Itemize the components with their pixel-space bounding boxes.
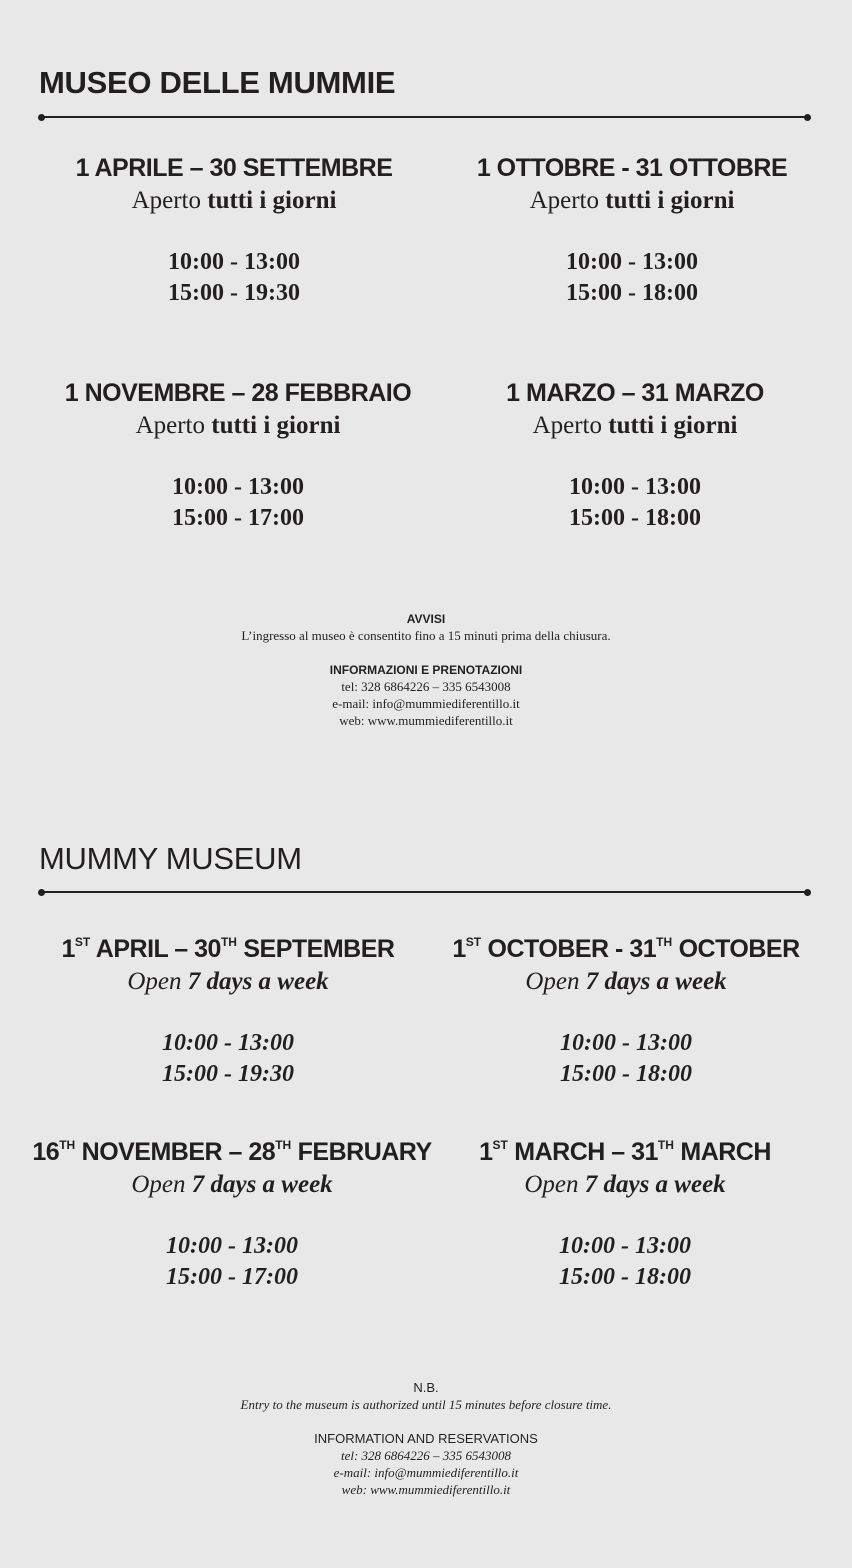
period-label: 1 OTTOBRE - 31 OTTOBRE bbox=[476, 154, 788, 182]
schedule-block-en-spring-summer bbox=[18, 934, 438, 1090]
contact-web[interactable]: web: www.mummiediferentillo.it bbox=[341, 1482, 511, 1497]
schedule-block-it-october bbox=[422, 153, 842, 309]
opening-hours bbox=[18, 1028, 438, 1090]
opening-days: Aperto tutti i giorni bbox=[532, 412, 738, 439]
opening-days: Open 7 days a week bbox=[525, 968, 727, 995]
opening-hours bbox=[425, 472, 845, 534]
notice-text: L’ingresso al museo è consentito fino a 15 minuti prima della chiusura. bbox=[241, 628, 611, 643]
period-label: 1ST APRIL – 30TH SEPTEMBER bbox=[61, 935, 395, 963]
period-label: 1 APRILE – 30 SETTEMBRE bbox=[75, 154, 393, 182]
hours-morning: 10:00 - 13:00 bbox=[162, 1030, 294, 1056]
hours-morning: 10:00 - 13:00 bbox=[560, 1030, 692, 1056]
opening-hours bbox=[416, 1028, 836, 1090]
contact-web[interactable]: web: www.mummiediferentillo.it bbox=[339, 713, 513, 728]
opening-days: Open 7 days a week bbox=[524, 1171, 726, 1198]
contact-phone: tel: 328 6864226 – 335 6543008 bbox=[341, 679, 511, 694]
hours-afternoon: 15:00 - 18:00 bbox=[560, 1061, 692, 1087]
schedule-block-it-spring-summer bbox=[24, 153, 444, 309]
opening-days: Open 7 days a week bbox=[127, 968, 329, 995]
hours-afternoon: 15:00 - 17:00 bbox=[166, 1264, 298, 1290]
page-title-english: MUMMY MUSEUM bbox=[39, 841, 302, 876]
period-label: 1 NOVEMBRE – 28 FEBBRAIO bbox=[64, 379, 412, 407]
opening-days: Open 7 days a week bbox=[131, 1171, 333, 1198]
schedule-block-it-winter bbox=[28, 378, 448, 534]
schedule-block-en-winter bbox=[22, 1137, 442, 1293]
period-label: 1ST MARCH – 31TH MARCH bbox=[479, 1138, 771, 1166]
period-label: 1ST OCTOBER - 31TH OCTOBER bbox=[452, 935, 800, 963]
hours-morning: 10:00 - 13:00 bbox=[168, 249, 300, 275]
divider-italian bbox=[42, 116, 807, 118]
info-heading: INFORMAZIONI E PRENOTAZIONI bbox=[329, 663, 523, 677]
period-label: 16TH NOVEMBER – 28TH FEBRUARY bbox=[32, 1138, 432, 1166]
hours-afternoon: 15:00 - 19:30 bbox=[162, 1061, 294, 1087]
opening-hours bbox=[422, 247, 842, 309]
period-label: 1 MARZO – 31 MARZO bbox=[506, 379, 764, 407]
divider-english bbox=[42, 891, 807, 893]
hours-afternoon: 15:00 - 18:00 bbox=[569, 505, 701, 531]
hours-afternoon: 15:00 - 18:00 bbox=[566, 280, 698, 306]
opening-days: Aperto tutti i giorni bbox=[529, 187, 735, 214]
hours-morning: 10:00 - 13:00 bbox=[566, 249, 698, 275]
opening-hours bbox=[22, 1231, 442, 1293]
hours-morning: 10:00 - 13:00 bbox=[172, 474, 304, 500]
contact-phone: tel: 328 6864226 – 335 6543008 bbox=[340, 1448, 512, 1463]
notice-heading: AVVISI bbox=[406, 612, 446, 626]
notice-text: Entry to the museum is authorized until 15 minutes before closure time. bbox=[240, 1397, 612, 1412]
opening-hours bbox=[24, 247, 444, 309]
contact-email[interactable]: e-mail: info@mummiediferentillo.it bbox=[333, 1465, 519, 1480]
hours-afternoon: 15:00 - 17:00 bbox=[172, 505, 304, 531]
hours-morning: 10:00 - 13:00 bbox=[559, 1233, 691, 1259]
opening-days: Aperto tutti i giorni bbox=[135, 412, 341, 439]
opening-hours bbox=[28, 472, 448, 534]
opening-hours bbox=[415, 1231, 835, 1293]
schedule-block-it-march bbox=[425, 378, 845, 534]
notice-heading: N.B. bbox=[413, 1380, 439, 1395]
hours-afternoon: 15:00 - 19:30 bbox=[168, 280, 300, 306]
info-heading: INFORMATION AND RESERVATIONS bbox=[314, 1431, 538, 1446]
opening-days: Aperto tutti i giorni bbox=[131, 187, 337, 214]
schedule-block-en-october bbox=[416, 934, 836, 1090]
hours-morning: 10:00 - 13:00 bbox=[569, 474, 701, 500]
contact-email[interactable]: e-mail: info@mummiediferentillo.it bbox=[332, 696, 520, 711]
page-title-italian: MUSEO DELLE MUMMIE bbox=[39, 65, 396, 100]
notes-english bbox=[0, 1380, 852, 1498]
notes-italian bbox=[0, 611, 852, 729]
schedule-block-en-march bbox=[415, 1137, 835, 1293]
hours-afternoon: 15:00 - 18:00 bbox=[559, 1264, 691, 1290]
hours-morning: 10:00 - 13:00 bbox=[166, 1233, 298, 1259]
